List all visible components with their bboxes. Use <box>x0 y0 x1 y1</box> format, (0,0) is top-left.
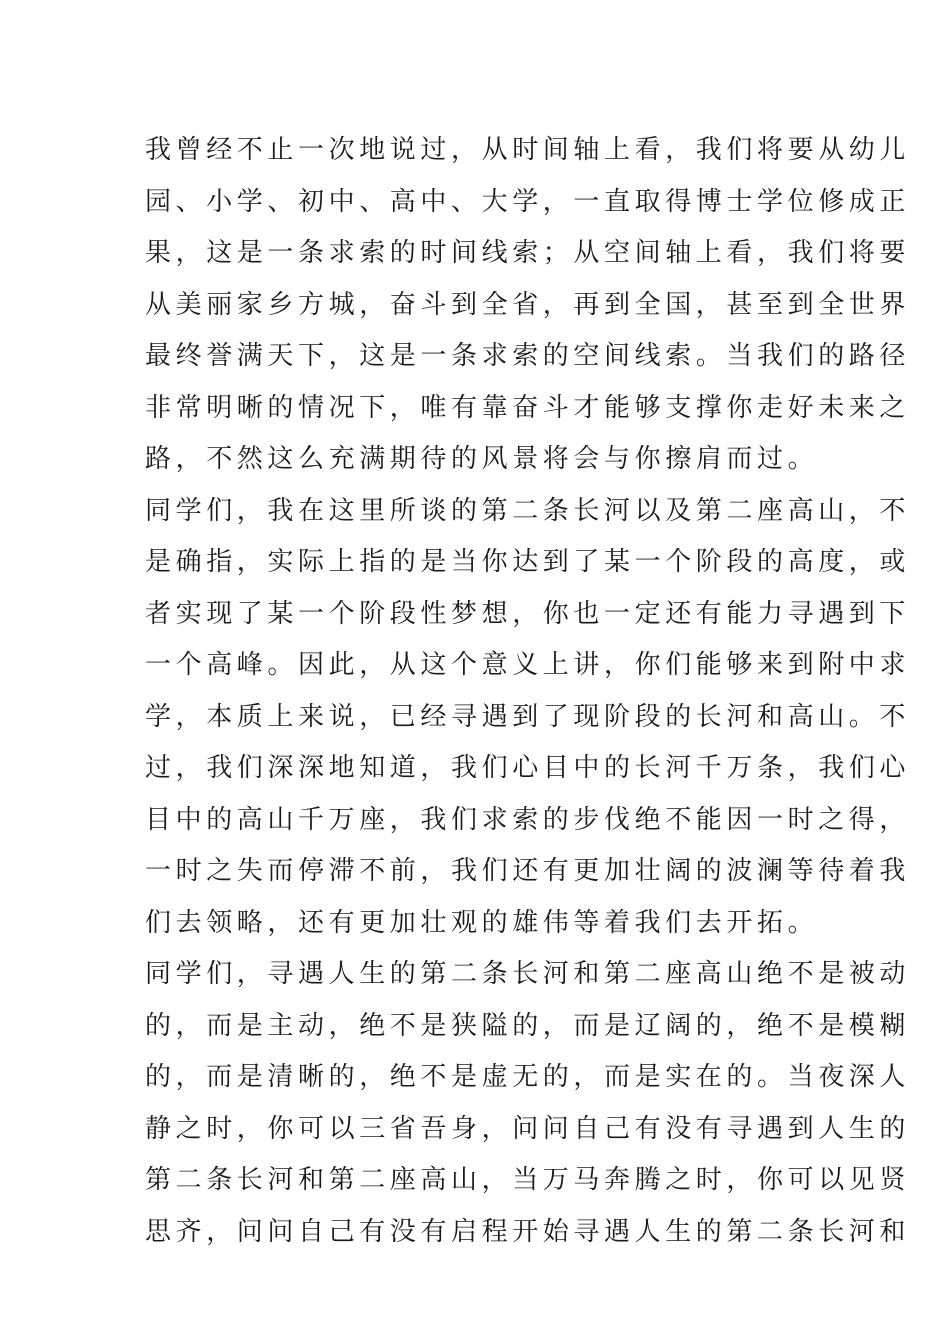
text-line: 们去领略，还有更加壮观的雄伟等着我们去开拓。 <box>145 907 819 938</box>
text-line: 路，不然这么充满期待的风景将会与你擦肩而过。 <box>145 444 819 474</box>
text-line: 非常明晰的情况下，唯有靠奋斗才能够支撑你走好未来之 <box>145 392 911 423</box>
text-line: 我曾经不止一次地说过，从时间轴上看，我们将要从幼儿 <box>145 135 911 165</box>
text-line: 的，而是清晰的，绝不是虚无的，而是实在的。当夜深人 <box>145 1062 911 1092</box>
text-line: 从美丽家乡方城，奋斗到全省，再到全国，甚至到全世界 <box>145 289 911 320</box>
text-line: 目中的高山千万座，我们求索的步伐绝不能因一时之得， <box>145 804 911 835</box>
text-line: 过，我们深深地知道，我们心目中的长河千万条，我们心 <box>145 753 911 783</box>
text-line: 同学们，寻遇人生的第二条长河和第二座高山绝不是被动 <box>145 959 911 989</box>
text-line: 一个高峰。因此，从这个意义上讲，你们能够来到附中求 <box>145 650 911 680</box>
text-line: 果，这是一条求索的时间线索；从空间轴上看，我们将要 <box>145 238 911 268</box>
text-line: 园、小学、初中、高中、大学，一直取得博士学位修成正 <box>145 186 911 217</box>
text-line: 第二条长河和第二座高山，当万马奔腾之时，你可以见贤 <box>145 1165 911 1195</box>
text-line: 同学们，我在这里所谈的第二条长河以及第二座高山，不 <box>145 495 911 526</box>
text-line: 思齐，问问自己有没有启程开始寻遇人生的第二条长河和 <box>145 1216 911 1247</box>
text-line: 是确指，实际上指的是当你达到了某一个阶段的高度，或 <box>145 547 911 577</box>
paragraph-2 <box>145 486 911 950</box>
document-body <box>145 125 911 1258</box>
paragraph-1 <box>145 125 911 486</box>
text-line: 的，而是主动，绝不是狭隘的，而是辽阔的，绝不是模糊 <box>145 1010 911 1041</box>
text-line: 最终誉满天下，这是一条求索的空间线索。当我们的路径 <box>145 341 911 371</box>
paragraph-3 <box>145 949 911 1258</box>
text-line: 学，本质上来说，已经寻遇到了现阶段的长河和高山。不 <box>145 701 911 732</box>
text-line: 一时之失而停滞不前，我们还有更加壮阔的波澜等待着我 <box>145 856 911 886</box>
text-line: 者实现了某一个阶段性梦想，你也一定还有能力寻遇到下 <box>145 598 911 629</box>
text-line: 静之时，你可以三省吾身，问问自己有没有寻遇到人生的 <box>145 1113 911 1144</box>
